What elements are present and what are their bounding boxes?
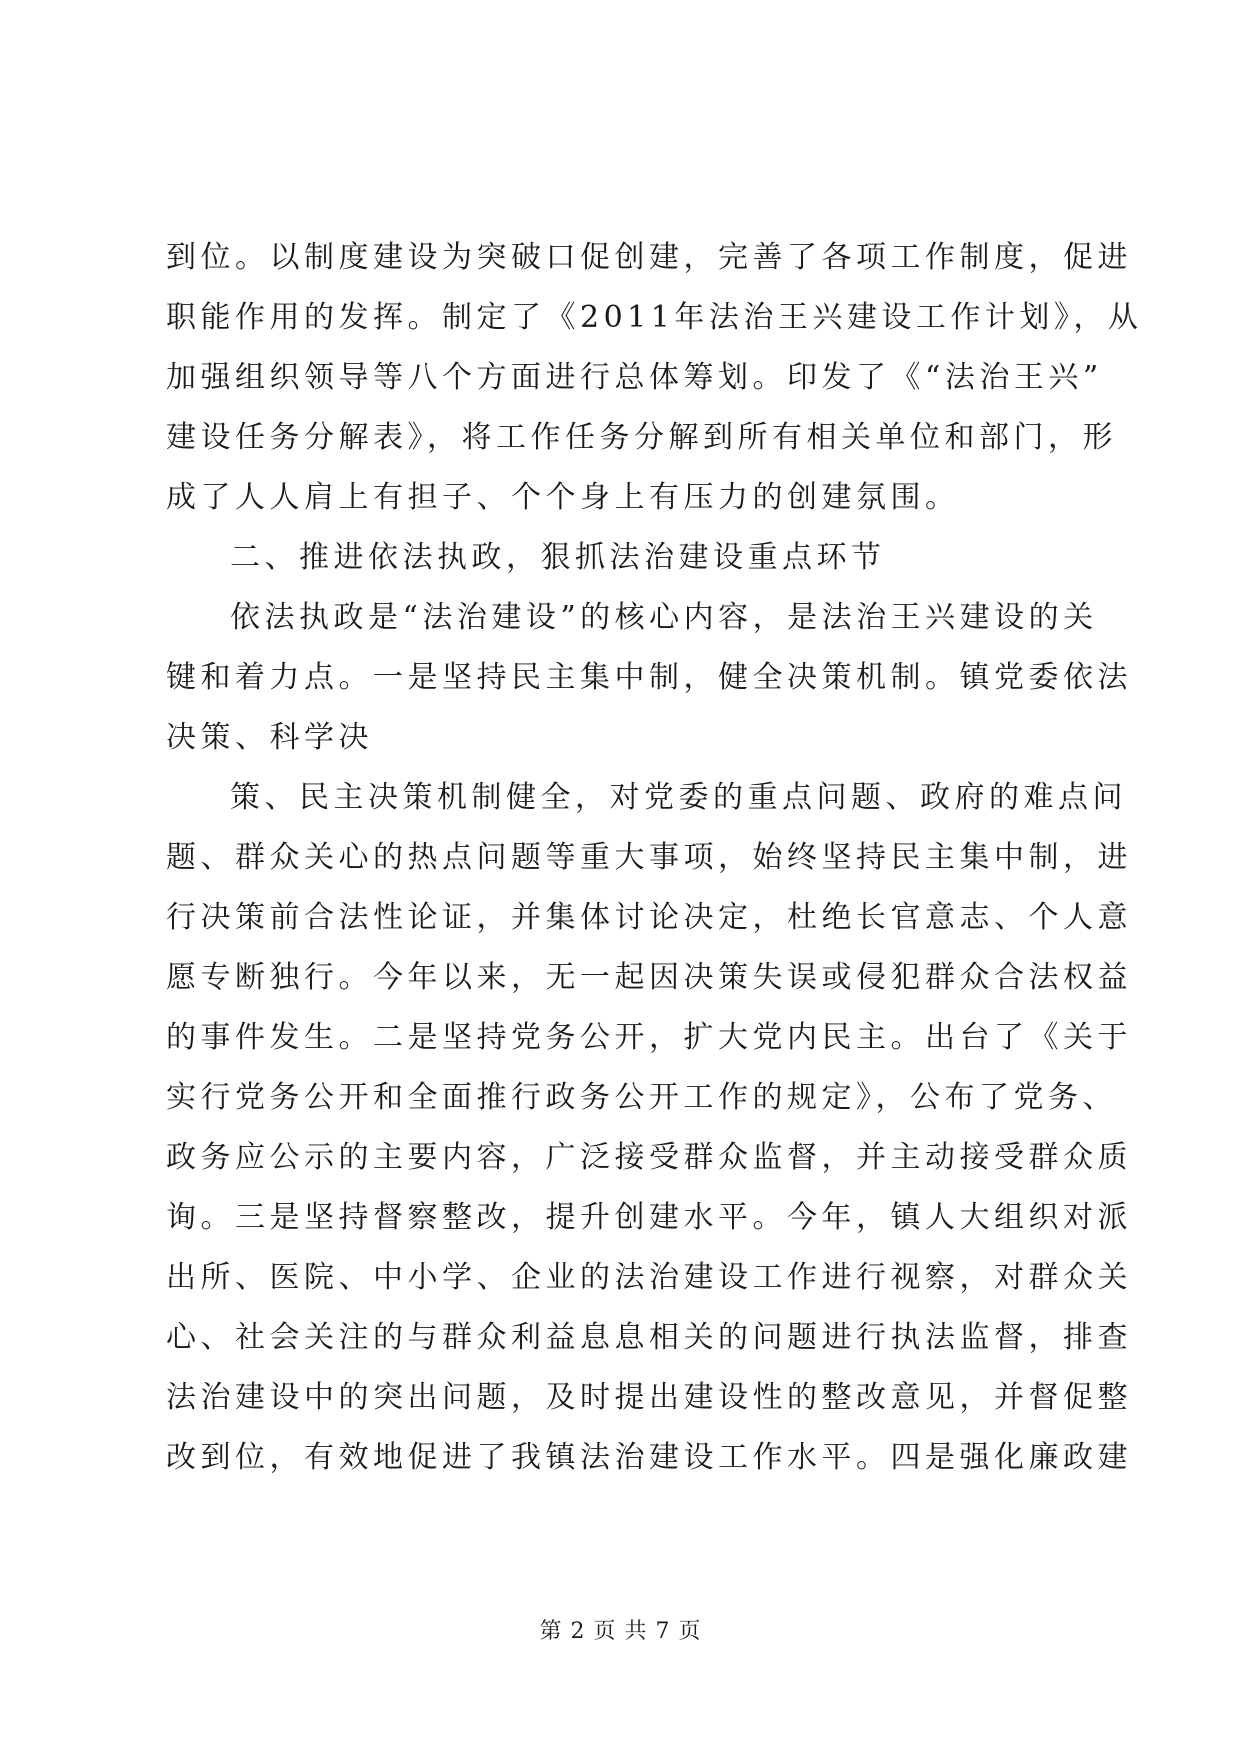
text-line: 政务应公示的主要内容，广泛接受群众监督，并主动接受群众质: [166, 1140, 1132, 1175]
text-line: 愿专断独行。今年以来，无一起因决策失误或侵犯群众合法权益: [166, 960, 1132, 995]
body-text: [166, 228, 1143, 1488]
text-line: 成了人人肩上有担子、个个身上有压力的创建氛围。: [166, 480, 960, 515]
text-line: 题、群众关心的热点问题等重大事项，始终坚持民主集中制，进: [166, 840, 1132, 875]
text-line: 心、社会关注的与群众利益息息相关的问题进行执法监督，排查: [166, 1320, 1132, 1355]
text-line: 决策、科学决: [166, 720, 373, 755]
page-footer: 第 2 页 共 7 页: [539, 1619, 702, 1644]
text-line: 实行党务公开和全面推行政务公开工作的规定》，公布了党务、: [166, 1080, 1117, 1115]
text-line: 改到位，有效地促进了我镇法治建设工作水平。四是强化廉政建: [166, 1440, 1132, 1475]
text-line: 职能作用的发挥。制定了《2011年法治王兴建设工作计划》，从: [166, 300, 1143, 335]
text-line: 出所、医院、中小学、企业的法治建设工作进行视察，对群众关: [166, 1260, 1132, 1295]
text-line: 询。三是坚持督察整改，提升创建水平。今年，镇人大组织对派: [166, 1200, 1132, 1235]
text-line: 键和着力点。一是坚持民主集中制，健全决策机制。镇党委依法: [166, 660, 1132, 695]
text-line: 行决策前合法性论证，并集体讨论决定，杜绝长官意志、个人意: [166, 900, 1132, 935]
text-line: 二、推进依法执政，狠抓法治建设重点环节: [230, 540, 886, 575]
text-line: 依法执政是“法治建设”的核心内容，是法治王兴建设的关: [230, 600, 1098, 635]
text-line: 到位。以制度建设为突破口促创建，完善了各项工作制度，促进: [166, 240, 1132, 275]
text-line: 法治建设中的突出问题，及时提出建设性的整改意见，并督促整: [166, 1380, 1132, 1415]
text-line: 策、民主决策机制健全，对党委的重点问题、政府的难点问: [230, 780, 1127, 815]
text-line: 加强组织领导等八个方面进行总体筹划。印发了《“法治王兴”: [166, 360, 1103, 395]
text-line: 的事件发生。二是坚持党务公开，扩大党内民主。出台了《关于: [166, 1020, 1132, 1055]
text-line: 建设任务分解表》，将工作任务分解到所有相关单位和部门，形: [166, 420, 1117, 455]
